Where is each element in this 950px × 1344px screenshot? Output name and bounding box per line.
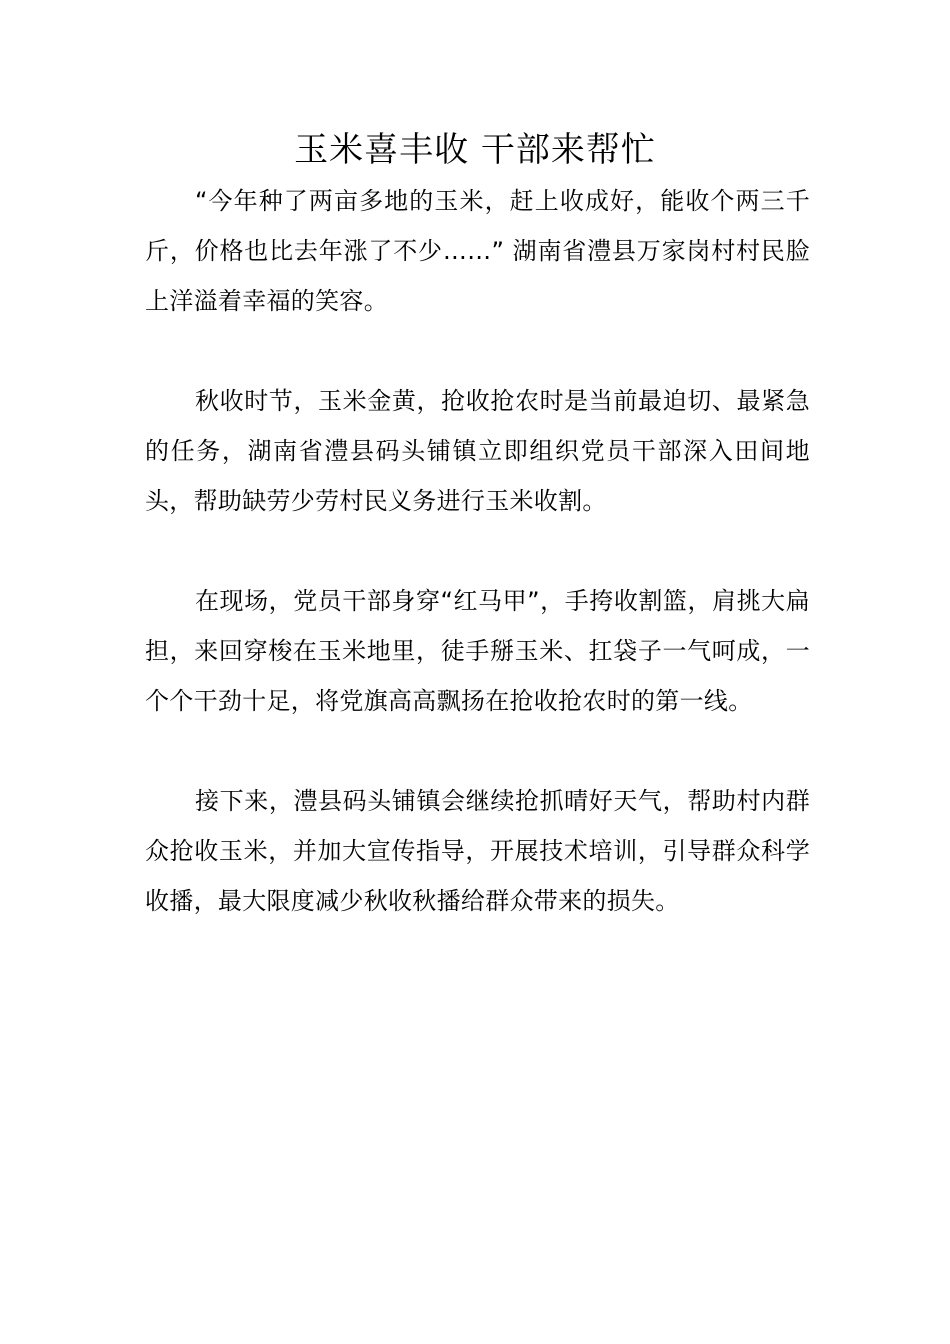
paragraph-4: 接下来，澧县码头铺镇会继续抢抓晴好天气，帮助村内群众抢收玉米，并加大宣传指导，开展技术培训，引导群众科学收播，最大限度减少秋收秋播给群众带来的损失。 (145, 787, 810, 915)
paragraph-2: 秋收时节，玉米金黄，抢收抢农时是当前最迫切、最紧急的任务，湖南省澧县码头铺镇立即组织党员干部深入田间地头，帮助缺劳少劳村民义务进行玉米收割。 (145, 387, 810, 515)
document-body (145, 176, 810, 976)
document-title: 玉米喜丰收 干部来帮忙 (294, 130, 656, 170)
paragraph-3: 在现场，党员干部身穿“红马甲”，手挎收割篮，肩挑大扁担，来回穿梭在玉米地里，徒手掰玉米、扛袋子一气呵成，一个个干劲十足，将党旗高高飘扬在抢收抢农时的第一线。 (145, 587, 810, 715)
paragraph-1: “今年种了两亩多地的玉米，赶上收成好，能收个两三千斤，价格也比去年涨了不少……” 湖南省澧县万家岗村村民脸上洋溢着幸福的笑容。 (145, 187, 810, 315)
